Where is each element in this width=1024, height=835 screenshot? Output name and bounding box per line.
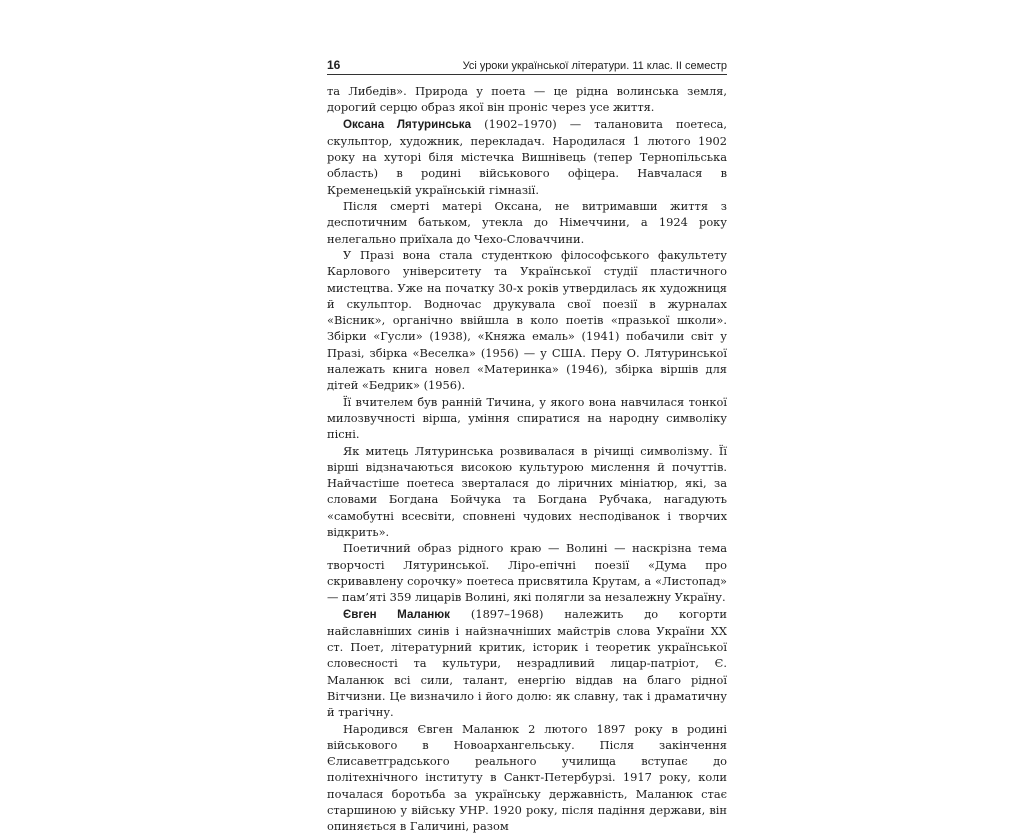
paragraph-1: та Либедів». Природа у поета — це рідна волинська земля, дорогий серцю образ якої він проніс через усе життя. (327, 84, 727, 115)
running-title: Усі уроки української літератури. 11 клас. ІІ семестр (462, 60, 727, 72)
page-body (327, 83, 727, 835)
page-number: 16 (327, 58, 341, 72)
page-header (327, 56, 727, 75)
person-name-malaniuk: Євген Маланюк (343, 607, 450, 621)
person-name-latyrynska: Оксана Лятуринська (343, 117, 472, 131)
paragraph-6: Як митець Лятуринська розвивалася в річищі символізму. Її вірші відзначаються високою культурою мислення й почуттів. Найчастіше поетеса зверталася до ліричних мініатюр, які, за словами Богдана Бойчука та Богдана Рубчака, нагадують «самобутні всесвіти, сповнені чудових несподіванок і творчих відкрить». (327, 443, 727, 540)
paragraph-2: Оксана Лятуринська (1902–1970) — талановита поетеса, скульптор, художник, перекладач. Народилася 1 лютого 1902 року на хуторі біля містечка Вишнівець (тепер Тернопільська область) в родині військового офіцера. Навчалася в Кременецькій українській гімназії. (327, 116, 728, 197)
paragraph-9: Народився Євген Маланюк 2 лютого 1897 року в родині військового в Новоархангельську. Після закінчення Єлисаветградського реального училища вступає до політехнічного інституту в Санкт-Петербурзі. 1917 року, коли почалася боротьба за українську державність, Маланюк стає старшиною у війську УНР. 1920 року, після падіння держави, він опиняється в Галичині, разом (327, 721, 727, 834)
paragraph-4: У Празі вона стала студенткою філософського факультету Карлового університету та Української студії пластичного мистецтва. Уже на початку 30-х років утвердилась як художниця й скульптор. Водночас друкувала свої поезії в журналах «Вісник», органічно ввійшла в коло поетів «празької школи». Збірки «Гусли» (1938), «Княжа емаль» (1941) побачили світ у Празі, збірка «Веселка» (1956) — у США. Перу О. Лятуринської належать книга новел «Материнка» (1946), збірка віршів для дітей «Бедрик» (1956). (327, 247, 727, 393)
paragraph-5: Її вчителем був ранній Тичина, у якого вона навчилася тонкої милозвучності вірша, уміння спиратися на народну символіку пісні. (327, 394, 727, 442)
paragraph-8: Євген Маланюк (1897–1968) належить до когорти найславніших синів і найзначніших майстрів слова України ХХ ст. Поет, літературний критик, історик і теоретик української словесності та культури, незрадливий лицар-патріот, Є. Маланюк всі сили, талант, енергію віддав на благо рідної Вітчизни. Це визначило і його долю: як славну, так і драматичну й трагічну. (327, 606, 727, 720)
paragraph-7: Поетичний образ рідного краю — Волині — наскрізна тема творчості Лятуринської. Ліро-епічні поезії «Дума про скривавлену сорочку» поетеса присвятила Крутам, а «Листопад» — пам’яті 359 лицарів Волині, які полягли за незалежну Україну. (327, 541, 727, 605)
paragraph-3: Після смерті матері Оксана, не витримавши життя з деспотичним батьком, утекла до Німеччини, а 1924 року нелегально приїхала до Чехо-Словаччини. (327, 199, 727, 246)
book-page (327, 56, 727, 835)
